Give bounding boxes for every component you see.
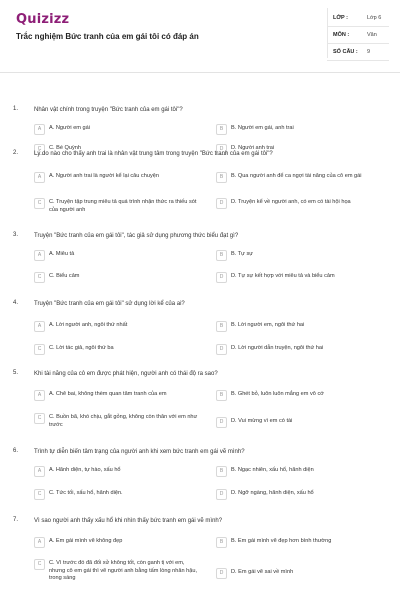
question-text: Khi tài năng của cô em được phát hiện, người anh có thái độ ra sao? <box>34 371 218 377</box>
worksheet-title: Trắc nghiệm Bức tranh của em gái tôi có đáp án <box>16 32 199 41</box>
option-text: A. Miêu tả <box>49 251 75 257</box>
option-letter-badge: C <box>34 198 45 209</box>
option-text: A. Người anh trai là người kể lại câu chuyện <box>49 173 159 179</box>
option-letter-badge: D <box>216 344 227 355</box>
meta-table <box>327 10 389 61</box>
option-text: A. Em gái mình vẽ không đẹp <box>49 538 123 544</box>
option-text: B. Qua người anh để ca ngợi tài năng của cô em gái <box>231 173 362 179</box>
question-text: Truyện "Bức tranh của em gái tôi" sử dụng lời kể của ai? <box>34 301 185 307</box>
worksheet-header <box>0 0 400 76</box>
question-text: Trình tự diễn biến tâm trạng của người anh khi xem bức tranh em gái vẽ mình? <box>34 449 245 455</box>
option-text: D. Tự sự kết hợp với miêu tả và biểu cảm <box>231 273 335 279</box>
quizizz-logo[interactable]: Quizizz <box>16 12 70 27</box>
option-letter-badge: C <box>34 413 45 424</box>
header-divider <box>0 72 400 73</box>
option-letter-badge: B <box>216 124 227 135</box>
option-letter-badge: A <box>34 250 45 261</box>
option-letter-badge: C <box>34 489 45 500</box>
option-text: A. Người em gái <box>49 125 90 131</box>
option-text: B. Người em gái, anh trai <box>231 125 294 131</box>
meta-value: 9 <box>367 49 371 55</box>
option-text: A. Lời người anh, ngôi thứ nhất <box>49 322 128 328</box>
option-text: C. Buồn bã, khó chịu, gắt gỏng, không còn thân với em như trước <box>49 414 198 428</box>
option-text: B. Ghét bỏ, luôn luôn mắng em vô cớ <box>231 391 324 397</box>
meta-key: SỐ CÂU : <box>333 49 358 55</box>
option-text: D. Vui mừng vì em có tài <box>231 418 293 424</box>
option-letter-badge: B <box>216 390 227 401</box>
meta-row-count <box>327 44 389 61</box>
meta-value: Văn <box>367 32 377 38</box>
question-number: 5. <box>13 370 19 376</box>
option-letter-badge: C <box>34 559 45 570</box>
meta-value: Lớp 6 <box>367 15 382 21</box>
question-number: 4. <box>13 300 19 306</box>
option-text: C. Vì trước đó đã đối xử không tốt, còn ganh tị với em, nhưng cô em gái thì vẽ người anh bằng tấm lòng nhân hậu, trong sáng <box>49 560 197 581</box>
question-number: 2. <box>13 150 19 156</box>
question-number: 7. <box>13 517 19 523</box>
option-text: A. Hãnh diện, tự hào, xấu hổ <box>49 467 121 473</box>
option-letter-badge: D <box>216 144 227 155</box>
question-number: 1. <box>13 106 19 112</box>
option-letter-badge: A <box>34 466 45 477</box>
option-letter-badge: A <box>34 321 45 332</box>
option-text: B. Lời người em, ngôi thứ hai <box>231 322 305 328</box>
option-text: C. Biểu cảm <box>49 273 80 279</box>
option-text: B. Em gái mình vẽ đẹp hơn bình thường <box>231 538 332 544</box>
question-text: Truyện "Bức tranh của em gái tôi", tác giả sử dụng phương thức biểu đạt gì? <box>34 233 239 239</box>
option-text: D. Người anh trai <box>231 145 275 151</box>
question-text: Lý do nào cho thấy anh trai là nhân vật trung tâm trong truyện "Bức tranh của em gái tôi"? <box>34 151 273 157</box>
option-letter-badge: A <box>34 124 45 135</box>
option-letter-badge: D <box>216 417 227 428</box>
question-number: 3. <box>13 232 19 238</box>
question-text: Vì sao người anh thấy xấu hổ khi nhìn thấy bức tranh em gái vẽ mình? <box>34 518 223 524</box>
option-letter-badge: D <box>216 272 227 283</box>
option-text: D. Truyện kể về người anh, có em có tài hội họa <box>231 199 351 205</box>
option-letter-badge: B <box>216 250 227 261</box>
option-text: D. Em gái vẽ sai về mình <box>231 569 294 575</box>
question-number: 6. <box>13 448 19 454</box>
option-text: A. Chê bai, không thèm quan tâm tranh của em <box>49 391 167 397</box>
option-text: B. Tự sự <box>231 251 253 257</box>
option-text: C. Bé Quỳnh <box>49 145 82 151</box>
option-text: D. Ngỡ ngàng, hãnh diện, xấu hổ <box>231 490 314 496</box>
option-letter-badge: B <box>216 321 227 332</box>
option-letter-badge: C <box>34 272 45 283</box>
option-text: C. Truyện tập trung miêu tả quá trình nhận thức ra thiếu sót của người anh <box>49 199 197 213</box>
option-letter-badge: D <box>216 489 227 500</box>
option-text: C. Lời tác giả, ngôi thứ ba <box>49 345 114 351</box>
meta-key: MÔN : <box>333 32 350 38</box>
meta-row-subject <box>327 27 389 44</box>
option-letter-badge: B <box>216 537 227 548</box>
option-letter-badge: A <box>34 172 45 183</box>
option-text: B. Ngạc nhiên, xấu hổ, hãnh diện <box>231 467 314 473</box>
option-text: C. Tức tối, xấu hổ, hãnh diện. <box>49 490 123 496</box>
option-letter-badge: D <box>216 568 227 579</box>
option-letter-badge: A <box>34 537 45 548</box>
option-letter-badge: C <box>34 344 45 355</box>
question-text: Nhân vật chính trong truyện "Bức tranh của em gái tôi"? <box>34 107 183 113</box>
option-letter-badge: A <box>34 390 45 401</box>
meta-key: LỚP : <box>333 15 348 21</box>
option-letter-badge: B <box>216 172 227 183</box>
meta-row-grade <box>327 10 389 27</box>
option-letter-badge: C <box>34 144 45 155</box>
option-text: D. Lời người dẫn truyện, ngôi thứ hai <box>231 345 324 351</box>
option-letter-badge: B <box>216 466 227 477</box>
option-letter-badge: D <box>216 198 227 209</box>
